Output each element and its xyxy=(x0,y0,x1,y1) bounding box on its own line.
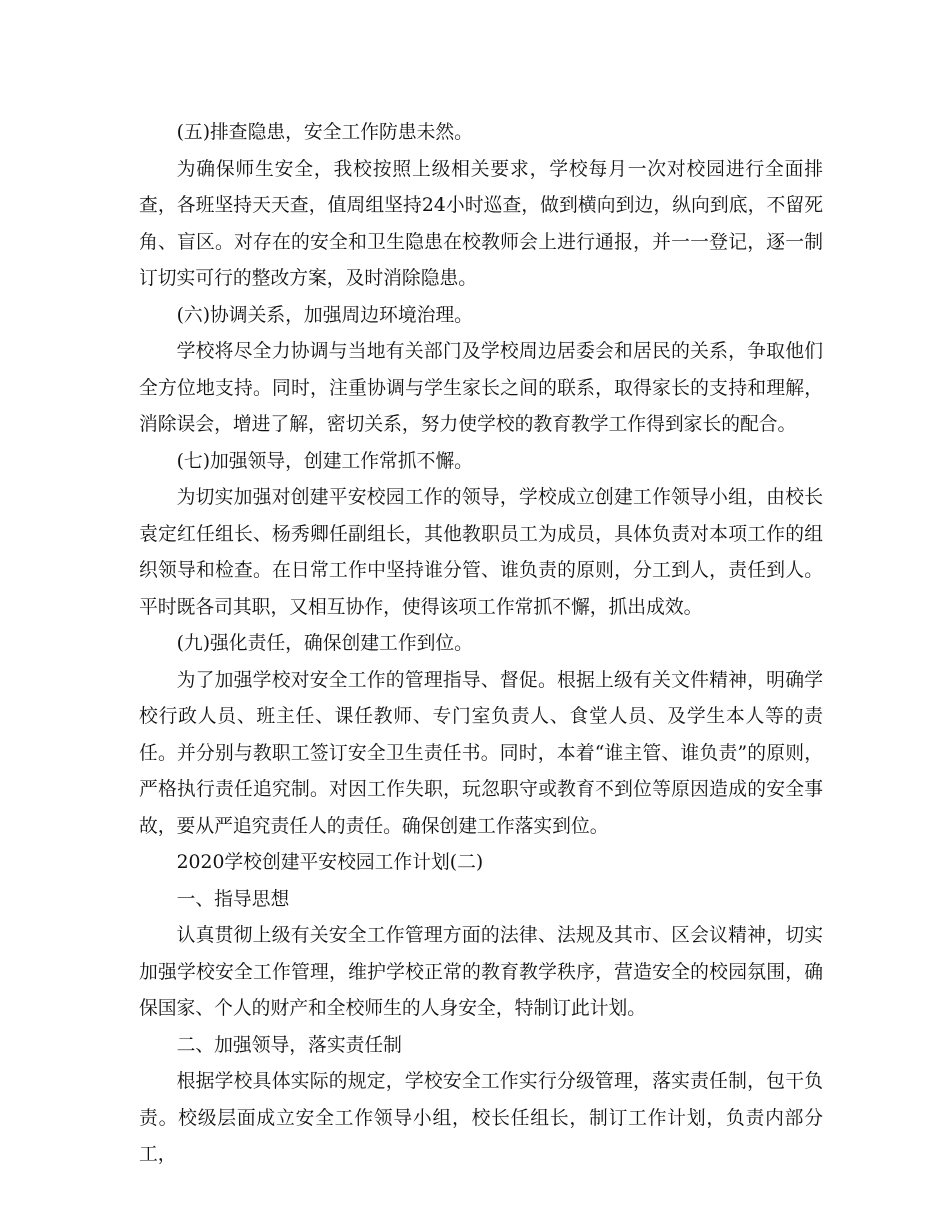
section-heading-5: (五)排查隐患，安全工作防患未然。 xyxy=(176,122,473,143)
section-heading-7: (七)加强领导，创建工作常抓不懈。 xyxy=(176,450,473,472)
section-heading-leadership-responsibility: 二、加强领导，落实责任制 xyxy=(176,1034,402,1056)
paragraph-responsibility: 为了加强学校对安全工作的管理指导、督促。根据上级有关文件精神，明确学校行政人员、班主任、课任教师、专门室负责人、食堂人员、及学生本人等的责任。并分别与教职工签订安全卫生责任书。同时，本着“谁主管、谁负责”的原则，严格执行责任追究制。对因工作失职，玩忽职守或教育不到位等原因造成的安全事故，要从严追究责任人的责任。确保创建工作落实到位。 xyxy=(139,669,823,837)
paragraph-leadership: 为切实加强对创建平安校园工作的领导，学校成立创建工作领导小组，由校长袁定红任组长、杨秀卿任副组长，其他教职员工为成员，具体负责对本项工作的组织领导和检查。在日常工作中坚持谁分管、谁负责的原则，分工到人，责任到人。平时既各司其职，又相互协作，使得该项工作常抓不懈，抓出成效。 xyxy=(139,487,823,618)
section-heading-6: (六)协调关系，加强周边环境治理。 xyxy=(176,304,473,326)
paragraph-management: 根据学校具体实际的规定，学校安全工作实行分级管理，落实责任制，包干负责。校级层面成立安全工作领导小组，校长任组长，制订工作计划，负责内部分工， xyxy=(139,1071,823,1165)
section-heading-9: (九)强化责任，确保创建工作到位。 xyxy=(176,633,473,654)
paragraph-hazard-inspection: 为确保师生安全，我校按照上级相关要求，学校每月一次对校园进行全面排查，各班坚持天天查，值周组坚持24小时巡查，做到横向到边，纵向到底，不留死角、盲区。对存在的安全和卫生隐患在校教师会上进行通报，并一一登记，逐一制订切实可行的整改方案，及时消除隐患。 xyxy=(139,158,823,289)
paragraph-guiding-ideology: 认真贯彻上级有关安全工作管理方面的法律、法规及其市、区会议精神，切实加强学校安全工作管理，维护学校正常的教育教学秩序，营造安全的校园氛围，确保国家、个人的财产和全校师生的人身安全，特制订此计划。 xyxy=(139,925,823,1019)
paragraph-coordination: 学校将尽全力协调与当地有关部门及学校周边居委会和居民的关系，争取他们全方位地支持。同时，注重协调与学生家长之间的联系，取得家长的支持和理解，消除误会，增进了解，密切关系，努力使学校的教育教学工作得到家长的配合。 xyxy=(139,341,823,435)
section-heading-guiding-ideology: 一、指导思想 xyxy=(176,888,290,910)
plan-title-2: 2020学校创建平安校园工作计划(二) xyxy=(176,852,484,873)
document-body xyxy=(139,115,823,1174)
